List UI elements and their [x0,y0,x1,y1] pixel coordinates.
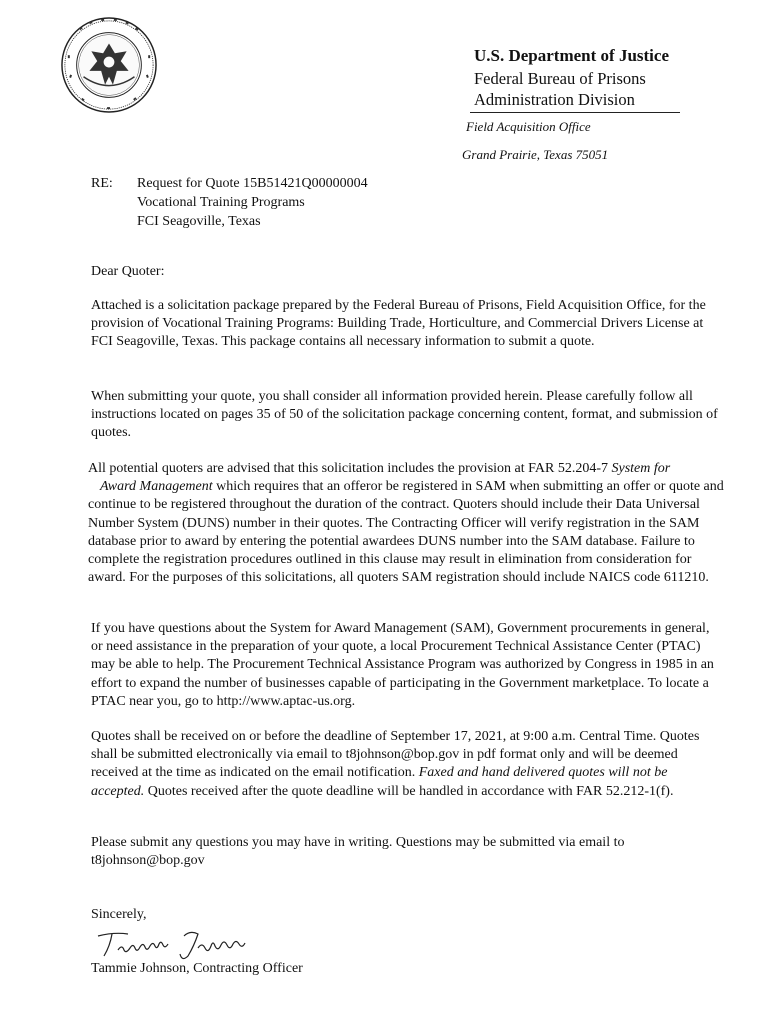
subject-line-program: Vocational Training Programs [137,195,305,210]
office-name: Field Acquisition Office [466,119,591,134]
deadline-fax-notice: Faxed and hand delivered quotes will not be accepted. [91,765,668,799]
salutation: Dear Quoter: [91,264,165,279]
deadline-text-start: Quotes shall be received on or before the deadline of September 17, 2021, at 9:00 a.m. Central Time. Quotes shall be submitted electronically via email to t8johnson@bop.gov in pdf format only and will be deemed received at the time as indicated on the email notification. [91,729,700,781]
department-name: U.S. Department of Justice [474,46,669,65]
letterhead [462,46,680,163]
signer-name-title: Tammie Johnson, Contracting Officer [91,961,303,976]
paragraph-ptac: If you have questions about the System for Award Management (SAM), Government procurements in general, or need assistance in the preparation of your quote, a local Procurement Technical Assistance Center (PTAC) may be able to help. The Procurement Technical Assistance Program was authorized by Congress in 1985 in an effort to expand the number of businesses capable of participating in the Government marketplace. To locate a PTAC near you, go to http://www.aptac-us.org. [91,621,714,709]
letterhead-divider [470,112,680,113]
paragraph-questions: Please submit any questions you may have in writing. Questions may be submitted via email to t8johnson@bop.gov [91,835,625,869]
subject-line-location: FCI Seagoville, Texas [137,214,261,229]
paragraph-deadline [91,728,723,801]
division-name: Administration Division [474,90,635,109]
paragraph-instructions: When submitting your quote, you shall consider all information provided herein. Please carefully follow all instructions located on pages 35 of 50 of the solicitation package concerning content, format, and submission of quotes. [91,389,718,441]
sam-clause-title-b: Award Management [100,479,213,495]
handwritten-signature [94,928,274,960]
subject-line-rfq: Request for Quote 15B51421Q00000004 [137,176,368,191]
deadline-text-end: Quotes received after the quote deadline will be handled in accordance with FAR 52.212-1(f). [144,783,674,799]
doj-seal-logo [60,16,158,114]
closing: Sincerely, [91,907,147,922]
sam-text-start: All potential quoters are advised that this solicitation includes the provision at FAR 52.204-7 [88,461,612,476]
sam-text-rest: which requires that an offeror be registered in SAM when submitting an offer or quote and continue to be registered throughout the duration of the contract. Quoters should include their Data Universal Number System (DUNS) number in their quotes. The Contracting Officer will verify registration in the SAM database prior to award by entering the potential awardees DUNS number into the SAM database. Failure to complete the registration procedures outlined in this clause may result in elimination from consideration for award. For the purposes of this solicitations, all quoters SAM registration should include NAICS code 611210. [88,479,724,586]
bureau-name: Federal Bureau of Prisons [474,69,646,88]
paragraph-sam-registration [88,460,728,587]
subject-label: RE: [91,176,113,191]
paragraph-solicitation: Attached is a solicitation package prepared by the Federal Bureau of Prisons, Field Acquisition Office, for the provision of Vocational Training Programs: Building Trade, Horticulture, and Commercial Drivers License at FCI Seagoville, Texas. This package contains all necessary information to submit a quote. [91,298,706,350]
office-address: Grand Prairie, Texas 75051 [462,147,609,162]
sam-clause-title-a: System for [611,461,671,476]
